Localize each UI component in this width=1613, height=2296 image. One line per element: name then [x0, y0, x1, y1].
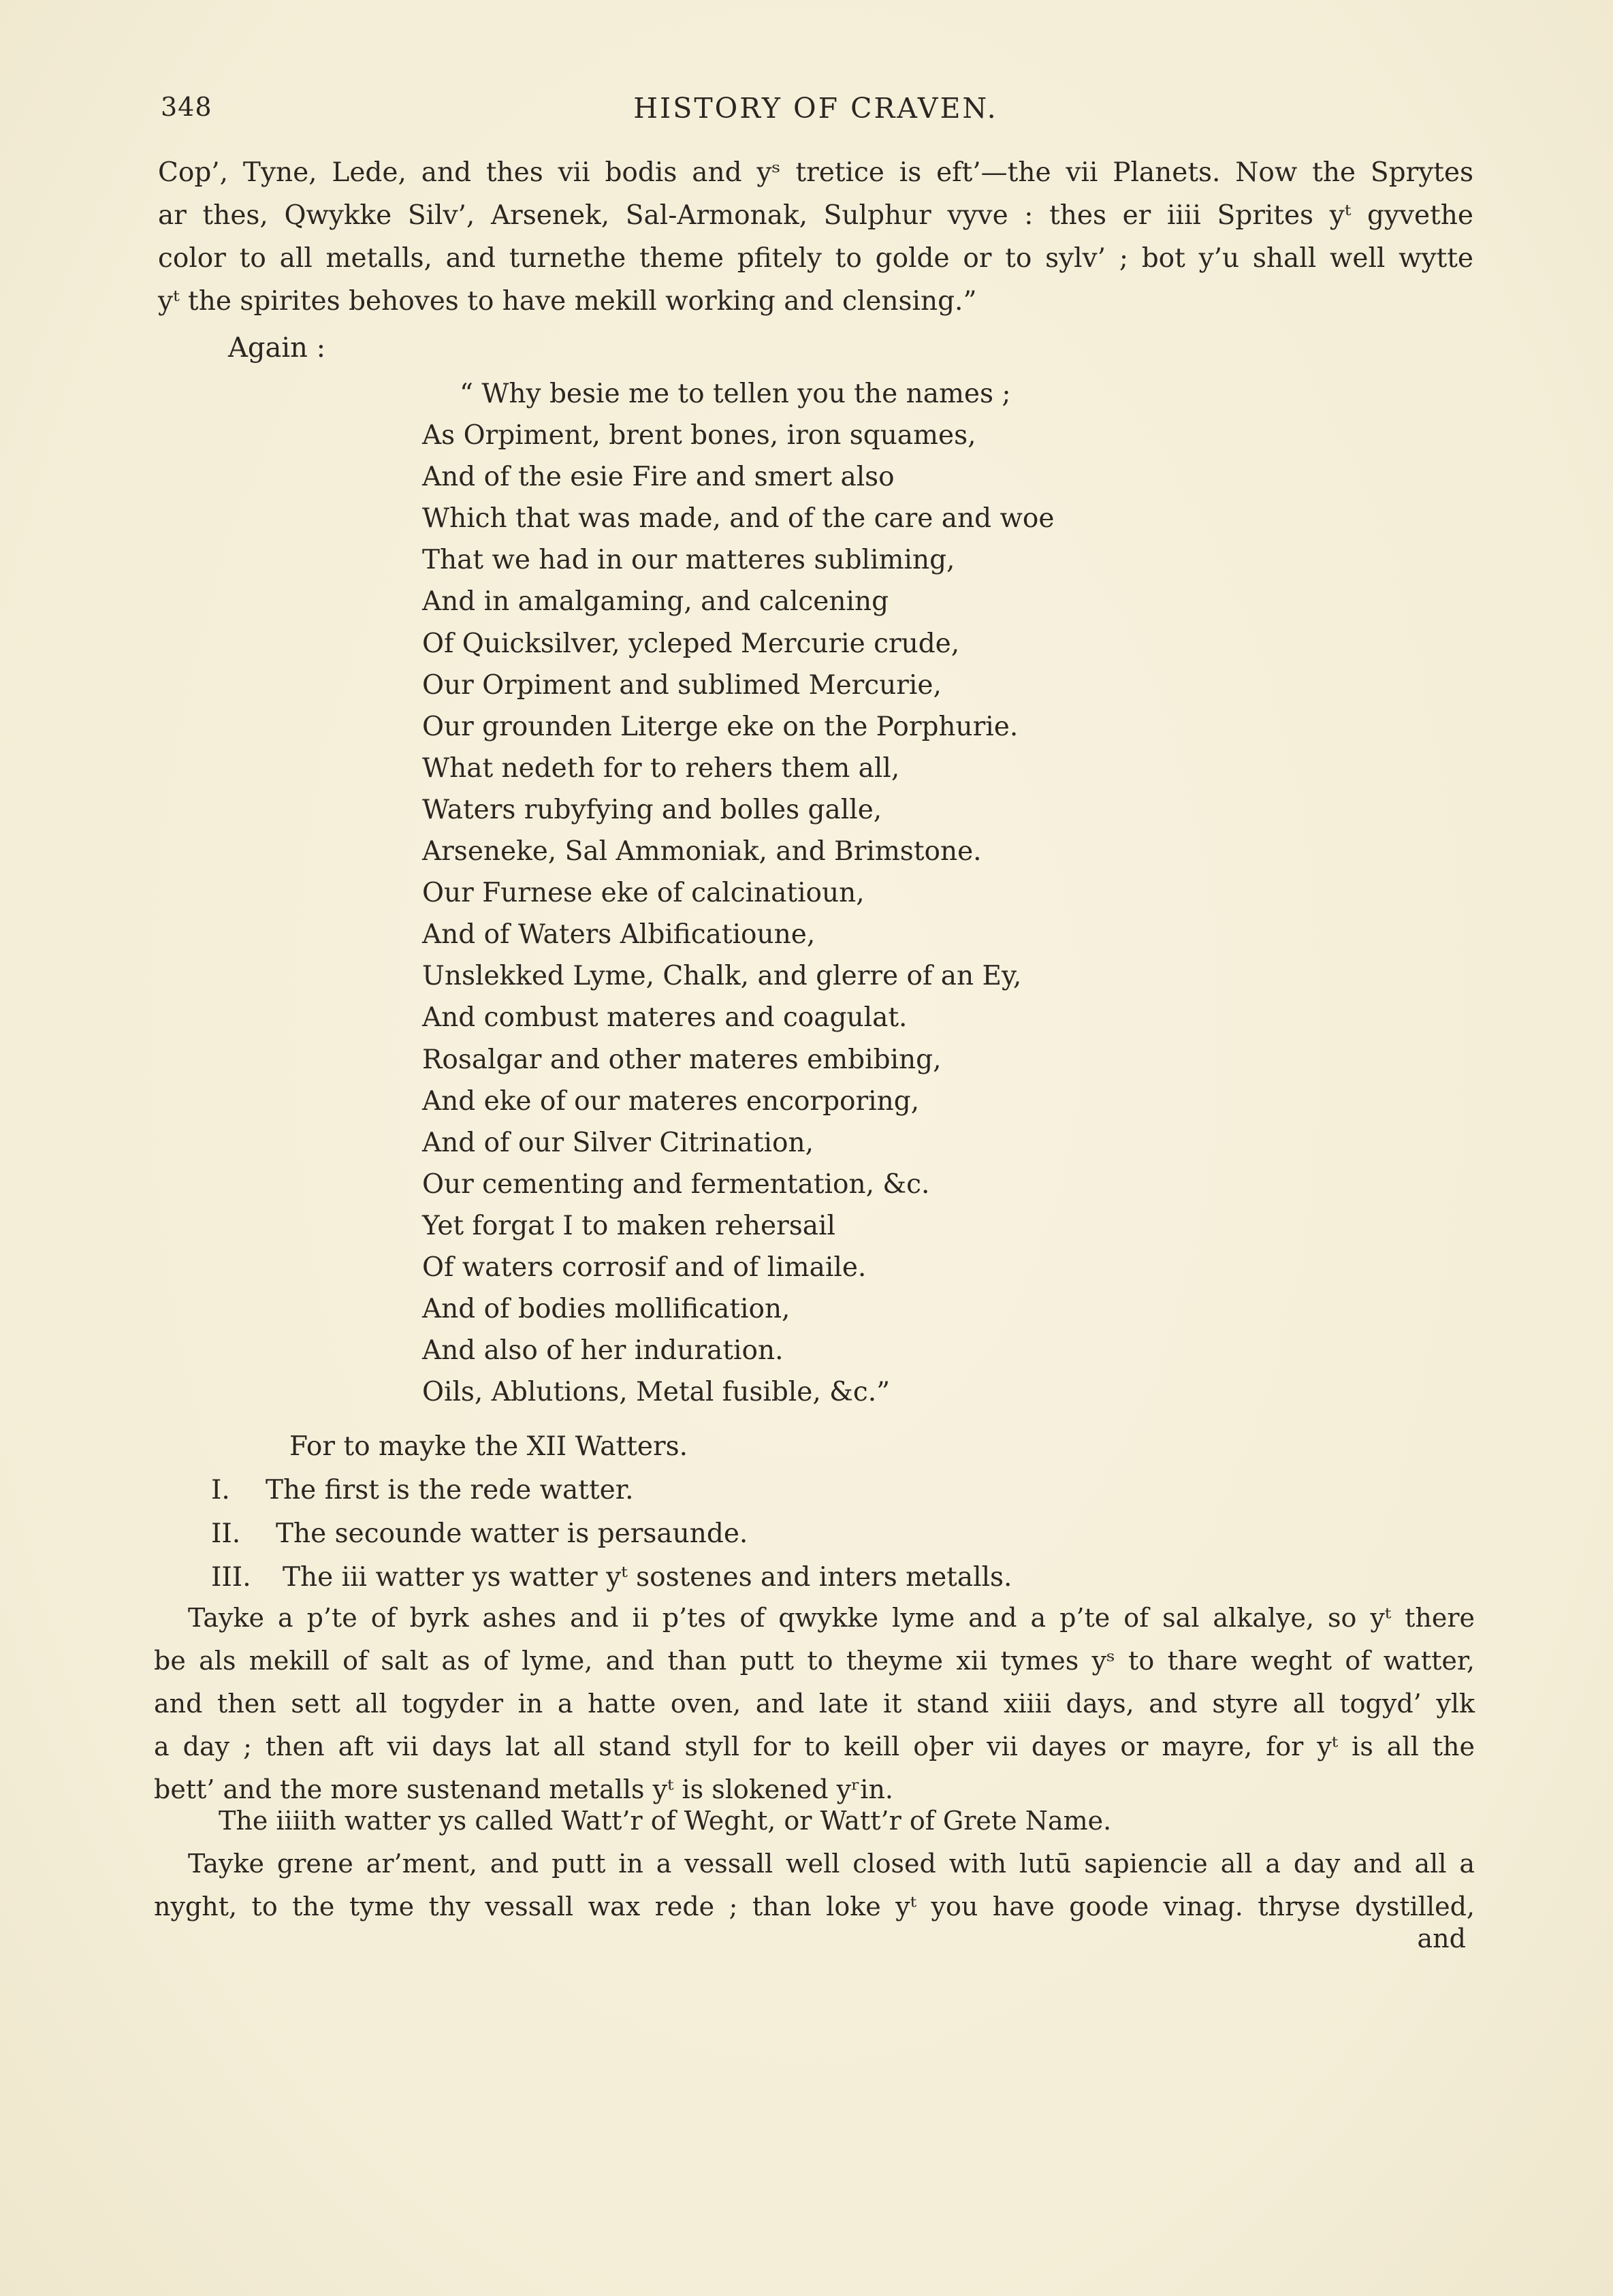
text-line: a day ; then aft vii days lat all stand styll for to keill oþer vii dayes or mayre, for yᵗ is all the — [154, 1732, 1475, 1761]
list-item — [211, 1469, 1012, 1512]
section-heading-line: The iiiith watter ys called Watt’r of Weght, or Watt’r of Grete Name. — [219, 1806, 1112, 1836]
list-text: The first is the rede watter. — [266, 1475, 634, 1505]
page-header-title: HISTORY OF CRAVEN. — [633, 92, 998, 125]
text-line: yᵗ the spirites behoves to have mekill working and clensing.” — [158, 286, 977, 317]
poem-line: Oils, Ablutions, Metal fusible, &c.” — [422, 1377, 891, 1408]
list-number: II. — [211, 1518, 241, 1549]
page-number: 348 — [161, 92, 212, 122]
text-line: bett’ and the more sustenand metalls yᵗ is slokened yʳin. — [154, 1774, 894, 1804]
again-label: Again : — [228, 332, 326, 364]
poem-line: Waters rubyfying and bolles galle, — [422, 794, 882, 825]
poem-line: Of waters corrosif and of limaile. — [422, 1251, 867, 1283]
list-item — [211, 1556, 1012, 1599]
list-number: III. — [211, 1562, 251, 1593]
poem-line: And also of her induration. — [422, 1335, 784, 1367]
poem-line: And eke of our materes encorporing, — [422, 1085, 920, 1117]
poem-line: Our grounden Literge eke on the Porphurie. — [422, 711, 1019, 742]
poem-line: And of bodies mollification, — [422, 1294, 790, 1325]
text-line: Tayke a p’te of byrk ashes and ii p’tes of qwykke lyme and a p’te of sal alkalye, so yᵗ there — [188, 1603, 1475, 1633]
poem-line: “ Why besie me to tellen you the names ; — [460, 379, 1011, 409]
poem-line: What nedeth for to rehers them all, — [422, 752, 900, 784]
text-line: Cop’, Tyne, Lede, and thes vii bodis and yˢ tretice is eft’—the vii Planets. Now the Sprytes — [158, 157, 1473, 188]
list-title: For to mayke the XII Watters. — [289, 1431, 688, 1462]
list-item — [211, 1512, 1012, 1556]
poem-line: Our Furnese eke of calcinatioun, — [422, 878, 865, 909]
text-line: nyght, to the tyme thy vessall wax rede ; than loke yᵗ you have goode vinag. thryse dystilled, — [154, 1892, 1475, 1922]
poem-line: Yet forgat I to maken rehersail — [422, 1210, 835, 1241]
poem-line: And combust materes and coagulat. — [422, 1002, 908, 1034]
poem-line: Arseneke, Sal Ammoniak, and Brimstone. — [422, 836, 982, 867]
poem-line: Rosalgar and other materes embibing, — [422, 1044, 942, 1075]
running-head — [161, 92, 1471, 140]
fourth-water-paragraph — [154, 1800, 1475, 1928]
text-line: Tayke grene ar’ment, and putt in a vessall well closed with lutū sapiencie all a day and all a — [188, 1849, 1475, 1879]
poem-line: And of our Silver Citrination, — [422, 1127, 814, 1158]
poem-line: And in amalgaming, and calcening — [422, 586, 889, 618]
poem-line: That we had in our matteres subliming, — [422, 545, 955, 576]
text-line: color to all metalls, and turnethe theme pfitely to golde or to sylv’ ; bot y’u shall well wytte — [158, 243, 1473, 274]
catchword: and — [1417, 1924, 1466, 1954]
poem-line: And of Waters Albificatioune, — [422, 919, 816, 951]
poem-line: As Orpiment, brent bones, iron squames, — [422, 420, 976, 451]
text-line: and then sett all togyder in a hatte oven, and late it stand xiiii days, and styre all togyd’ ylk — [154, 1689, 1475, 1719]
poem-line: And of the esie Fire and smert also — [422, 462, 895, 493]
recipe-paragraph — [154, 1597, 1475, 1811]
list-number: I. — [211, 1475, 230, 1505]
poem-line: Our cementing and fermentation, &c. — [422, 1168, 930, 1200]
list-text: The secounde watter is persaunde. — [276, 1518, 748, 1549]
text-line: be als mekill of salt as of lyme, and than putt to theyme xii tymes yˢ to thare weght of watter, — [154, 1646, 1475, 1676]
intro-paragraph — [158, 151, 1473, 323]
poem-line: Which that was made, and of the care and woe — [422, 503, 1055, 535]
recipe-list — [211, 1425, 1012, 1599]
poem-quotation — [422, 373, 1054, 1413]
poem-line: Of Quicksilver, ycleped Mercurie crude, — [422, 628, 960, 659]
poem-line: Unslekked Lyme, Chalk, and glerre of an Ey, — [422, 961, 1022, 992]
poem-line: Our Orpiment and sublimed Mercurie, — [422, 669, 942, 701]
list-text: The iii watter ys watter yᵗ sostenes and inters metalls. — [283, 1562, 1012, 1593]
text-line: ar thes, Qwykke Silv’, Arsenek, Sal-Armonak, Sulphur vyve : thes er iiii Sprites yᵗ gyvethe — [158, 200, 1473, 231]
